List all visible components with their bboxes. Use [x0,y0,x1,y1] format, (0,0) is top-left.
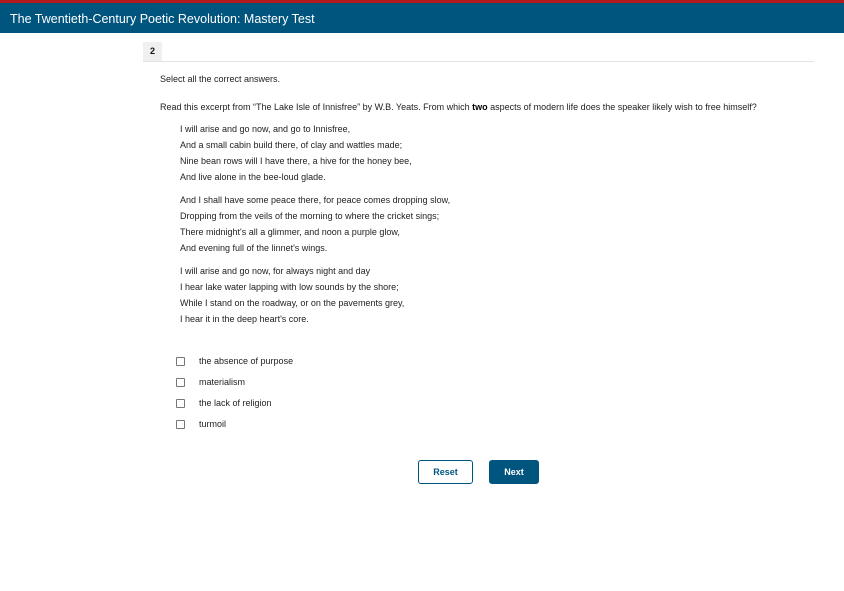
poem-line: There midnight's all a glimmer, and noon a purple glow, [180,227,400,237]
prompt-text-bold: two [472,102,488,112]
page-title: The Twentieth-Century Poetic Revolution: Mastery Test [10,12,315,26]
poem-stanza-3 [180,266,404,330]
option-label[interactable]: the absence of purpose [199,356,294,366]
checkbox[interactable] [176,399,185,408]
poem-line: While I stand on the roadway, or on the pavements grey, [180,298,405,308]
poem-line: I hear lake water lapping with low sounds by the shore; [180,282,399,292]
poem-line: Nine bean rows will I have there, a hive for the honey bee, [180,156,412,166]
checkbox[interactable] [176,420,185,429]
option-label[interactable]: turmoil [199,419,227,429]
checkbox[interactable] [176,357,185,366]
option-label[interactable]: the lack of religion [199,398,272,408]
poem-line: And evening full of the linnet's wings. [180,243,328,253]
checkbox[interactable] [176,378,185,387]
poem-line: And a small cabin build there, of clay and wattles made; [180,140,403,150]
prompt-text-after: aspects of modern life does the speaker likely wish to free himself? [487,102,757,112]
prompt-text-before: Read this excerpt from “The Lake Isle of Innisfree” by W.B. Yeats. From which [160,102,473,112]
question-prompt [160,102,757,112]
question-number-row [143,42,814,62]
option-label[interactable]: materialism [199,377,246,387]
question-number-badge: 2 [143,42,162,61]
poem-line: And I shall have some peace there, for peace comes dropping slow, [180,195,451,205]
poem-stanza-1 [180,124,412,188]
poem-line: I will arise and go now, and go to Innisfree, [180,124,351,134]
poem-stanza-2 [180,195,450,259]
question-instruction: Select all the correct answers. [160,74,281,84]
poem-line: I will arise and go now, for always night and day [180,266,371,276]
poem-line: Dropping from the veils of the morning to where the cricket sings; [180,211,440,221]
header-bar [0,3,844,33]
poem-line: And live alone in the bee-loud glade. [180,172,326,182]
poem-line: I hear it in the deep heart's core. [180,314,309,324]
next-button[interactable]: Next [489,460,539,484]
reset-button[interactable]: Reset [418,460,473,484]
